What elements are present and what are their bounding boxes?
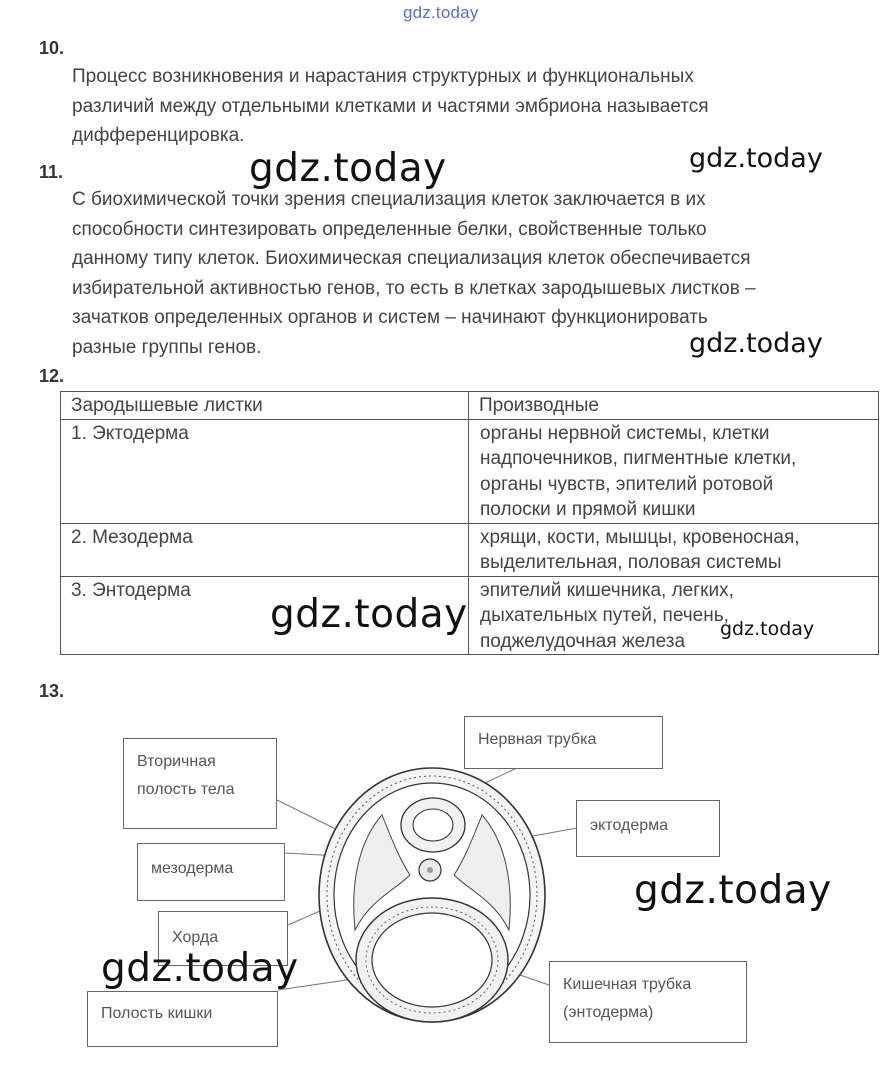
watermark-text: gdz.today xyxy=(634,868,832,913)
label-gut-cavity: Полость кишки xyxy=(87,991,278,1047)
answer-line: дифференцировка. xyxy=(72,125,245,147)
layer-cell: 2. Мезодерма xyxy=(61,523,469,576)
answer-line: различий между отдельными клетками и частями эмбриона называется xyxy=(72,95,709,117)
answer-line: данному типу клеток. Биохимическая специализация клеток обеспечивается xyxy=(72,248,751,270)
header-derivatives: Производные xyxy=(469,392,879,420)
chord xyxy=(419,859,441,881)
label-secondary-body-cavity xyxy=(123,738,277,829)
derivative-line: поджелудочная железа xyxy=(480,630,686,652)
answer-line: способности синтезировать определенные белки, свойственные только xyxy=(72,218,707,240)
derivative-line: полоски и прямой кишки xyxy=(480,499,696,520)
watermark-text: gdz.today xyxy=(270,592,468,637)
answer-line: разные группы генов. xyxy=(72,336,262,358)
gut-tube xyxy=(356,898,508,1022)
label-line: Кишечная трубка xyxy=(563,976,692,993)
neural-tube xyxy=(401,798,465,852)
layer-cell: 1. Эктодерма xyxy=(61,419,469,523)
answer-line: Процесс возникновения и нарастания структурных и функциональных xyxy=(72,66,694,87)
leader-line xyxy=(520,975,549,985)
label-ectoderm: эктодерма xyxy=(576,800,720,857)
header-germ-layers: Зародышевые листки xyxy=(61,392,469,420)
label-gut-tube-endoderm xyxy=(549,961,747,1043)
answer-line: избирательной активностью генов, то есть в клетках зародышевых листков – xyxy=(72,277,756,299)
derivative-line: дыхательных путей, печень, xyxy=(480,605,729,626)
watermark-text: gdz.today xyxy=(689,143,823,174)
label-chord: Хорда xyxy=(158,911,288,966)
watermark-text: gdz.today xyxy=(689,328,823,359)
layer-cell: 3. Энтодерма xyxy=(61,576,469,655)
question-12-number: 12. xyxy=(39,366,65,386)
watermark-text: gdz.today xyxy=(101,946,299,991)
label-line: Вторичная xyxy=(137,753,216,770)
derivative-line: эпителий кишечника, легких, xyxy=(480,579,734,601)
derivative-line: надпочечников, пигментные клетки, xyxy=(480,448,797,469)
question-11-number: 11. xyxy=(39,162,64,182)
label-line: полость тела xyxy=(137,781,235,798)
label-mesoderm: мезодерма xyxy=(137,843,285,901)
watermark-text: gdz.today xyxy=(249,146,447,191)
top-watermark: gdz.today xyxy=(403,3,479,22)
derivative-line: выделительная, половая системы xyxy=(480,552,782,573)
answer-line: С биохимической точки зрения специализация клеток заключается в их xyxy=(72,189,706,210)
answer-line: зачатков определенных органов и систем – начинают функционировать xyxy=(72,307,708,329)
label-neural-tube: Нервная трубка xyxy=(464,716,663,769)
derivative-line: органы чувств, эпителий ротовой xyxy=(480,473,774,495)
label-line: (энтодерма) xyxy=(563,1004,654,1021)
derivative-line: органы нервной системы, клетки xyxy=(480,422,770,444)
derivative-line: хрящи, кости, мышцы, кровеносная, xyxy=(480,526,800,548)
question-10-number: 10. xyxy=(39,38,65,58)
question-13-number: 13. xyxy=(39,681,65,701)
watermark-text: gdz.today xyxy=(720,618,815,640)
